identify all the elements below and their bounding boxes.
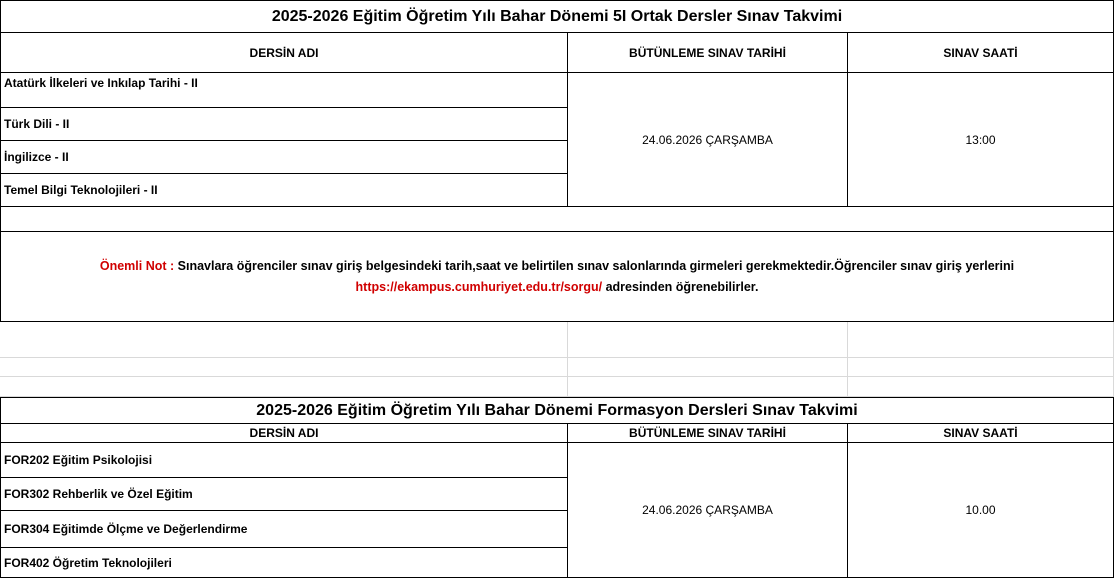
- table2-exam-date: 24.06.2026 ÇARŞAMBA: [567, 442, 848, 578]
- table1-header-course: DERSİN ADI: [0, 32, 568, 73]
- note-suffix: adresinden öğrenebilirler.: [602, 279, 759, 294]
- table1-exam-time: 13:00: [847, 72, 1114, 207]
- note-line-1: [1, 256, 1113, 277]
- table1-course-row: Temel Bilgi Teknolojileri - II: [0, 173, 568, 207]
- empty-cell[interactable]: [568, 358, 848, 377]
- table1-header-time: SINAV SAATİ: [847, 32, 1114, 73]
- table1-course-row: İngilizce - II: [0, 140, 568, 174]
- table1-course-row: Atatürk İlkeleri ve Inkılap Tarihi - II: [0, 72, 568, 108]
- table2-header-date: BÜTÜNLEME SINAV TARİHİ: [567, 423, 848, 443]
- empty-row: [0, 206, 1114, 232]
- table2-exam-time: 10.00: [847, 442, 1114, 578]
- note-text: Sınavlara öğrenciler sınav giriş belgesindeki tarih,saat ve belirtilen sınav salonlarında girmeleri gerekmektedir.Öğrenciler sınav giriş yerlerini: [174, 258, 1015, 273]
- table2-header-time: SINAV SAATİ: [847, 423, 1114, 443]
- table2-header-course: DERSİN ADI: [0, 423, 568, 443]
- empty-cell[interactable]: [848, 322, 1114, 358]
- table1-course-row: Türk Dili - II: [0, 107, 568, 141]
- empty-cell[interactable]: [568, 322, 848, 358]
- table1-title: 2025-2026 Eğitim Öğretim Yılı Bahar Dönemi 5I Ortak Dersler Sınav Takvimi: [0, 0, 1114, 33]
- table1-header-date: BÜTÜNLEME SINAV TARİHİ: [567, 32, 848, 73]
- empty-cell[interactable]: [0, 358, 568, 377]
- table2-course-row: FOR202 Eğitim Psikolojisi: [0, 442, 568, 478]
- empty-cell[interactable]: [848, 377, 1114, 397]
- empty-cell[interactable]: [848, 358, 1114, 377]
- table1-exam-date: 24.06.2026 ÇARŞAMBA: [567, 72, 848, 207]
- table2-course-row: FOR402 Öğretim Teknolojileri: [0, 547, 568, 578]
- important-note: [0, 231, 1114, 322]
- empty-cell[interactable]: [0, 322, 568, 358]
- empty-cell[interactable]: [0, 377, 568, 397]
- table2-course-row: FOR302 Rehberlik ve Özel Eğitim: [0, 477, 568, 511]
- note-label: Önemli Not :: [99, 258, 175, 273]
- empty-cell[interactable]: [568, 377, 848, 397]
- table2-title: 2025-2026 Eğitim Öğretim Yılı Bahar Dönemi Formasyon Dersleri Sınav Takvimi: [0, 397, 1114, 424]
- note-link[interactable]: https://ekampus.cumhuriyet.edu.tr/sorgu/: [355, 279, 603, 294]
- note-line-2: [1, 277, 1113, 298]
- table2-course-row: FOR304 Eğitimde Ölçme ve Değerlendirme: [0, 510, 568, 548]
